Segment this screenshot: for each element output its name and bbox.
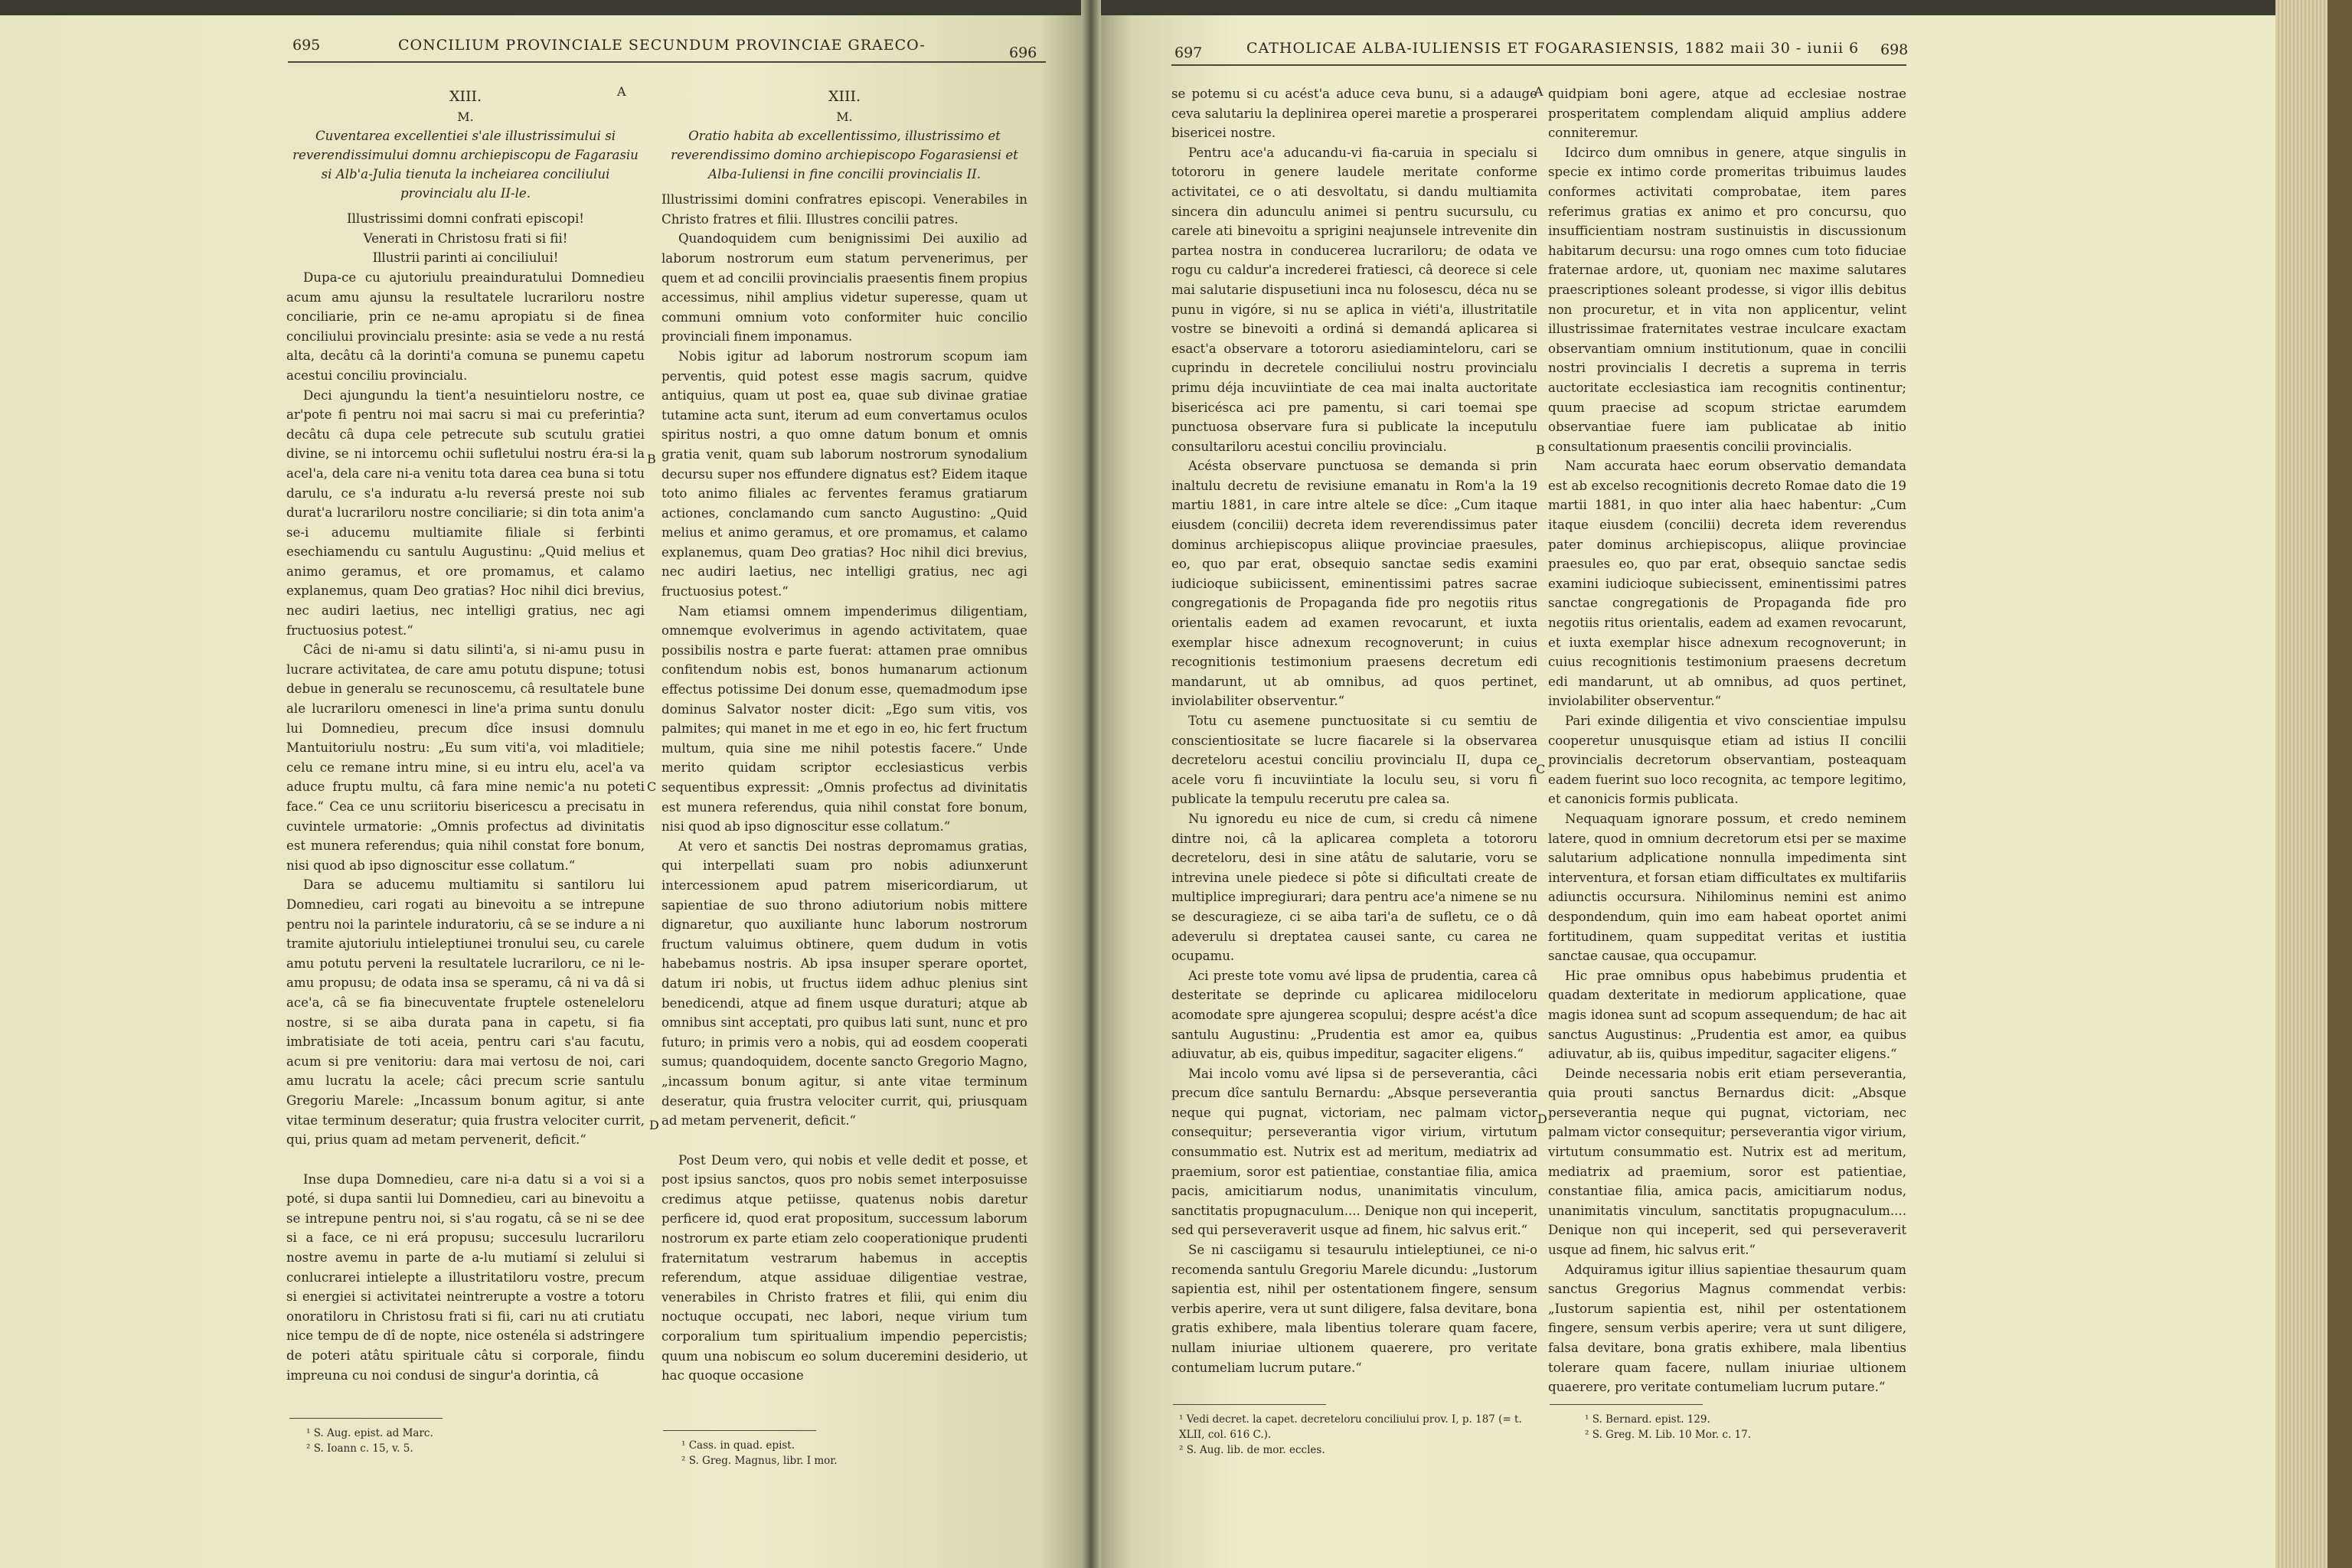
footnotes — [1179, 1412, 1539, 1458]
footnote: ² S. Ioann c. 15, v. 5. — [306, 1442, 413, 1455]
margin-marker: A — [1534, 84, 1544, 99]
section-title: Cuventarea excellentiei s'ale illustrissimului si reverendissimului domnu archiepiscopu de Fagarasiu si Alb'a-Julia tienuta la incheiarea conciliului provincialu alu II-le. — [292, 129, 639, 201]
page-number: 698 — [1880, 41, 1909, 58]
paragraph: Pari exinde diligentia et vivo conscientiae impulsu cooperetur unusquisque etiam ad istius II concilii provincialis decretorum observantiam, posteaquam eadem fuerint suo loco recognita, ac tempore legitimo, et canonicis formis publicata. — [1548, 714, 1906, 807]
margin-marker: B — [647, 452, 656, 466]
salutation: Illustrissimi domini confratres episcopi. Venerabiles in Christo fratres et filii. Illustres concilii patres. — [662, 192, 1027, 227]
page-number: 697 — [1174, 44, 1203, 61]
paragraph: Nu ignoredu eu nice de cum, si credu câ nimene dintre noi, câ la aplicarea completa a totororu decreteloru, desi in sine atâtu de salutarie, voru se intrevina unele piedece si pôte si dificultati create de multiplice impregiurari; dara pentru ace'a nimene se nu se descuragieze, ci se aiba tari'a de sufletu, ce o dâ adeverulu si dreptatea causei sante, cu carea ne ocupamu. — [1171, 811, 1537, 964]
section-number: XIII. — [449, 88, 482, 105]
margin-marker: A — [617, 84, 626, 99]
section-letter: M. — [457, 109, 474, 124]
section-title: Oratio habita ab excellentissimo, illustrissimo et reverendissimo domino archiepiscopo Fogarasiensi et Alba-Iuliensi in fine concilii provincialis II. — [671, 129, 1018, 182]
paragraph: quidpiam boni agere, atque ad ecclesiae nostrae prosperitatem complendam aliquid amplius addere conniteremur. — [1548, 87, 1906, 141]
footnotes — [306, 1426, 628, 1456]
footnote: ¹ S. Aug. epist. ad Marc. — [306, 1427, 433, 1439]
paragraph: Hic prae omnibus opus habebimus prudentia et quadam dexteritate in mediorum applicatione, quae magis idonea sunt ad scopum assequendum; de hac ait sanctus Augustinus: „Prudentia est amor, ea quibus adiuvatur, ab iis, quibus impeditur, sagaciter eligens.“ — [1548, 968, 1906, 1062]
paragraph: Dupa-ce cu ajutoriulu preainduratului Domnedieu acum amu ajunsu la resultatele lucrariloru nostre conciliarie, prin ce ne-amu apropiatu si de finea conciliului provincialu presinte: asia se vede a nu restá alta, decâtu câ la dorinti'a comuna se punemu capetu acestui conciliu provincialu. — [286, 270, 645, 383]
margin-marker: C — [647, 779, 657, 794]
page-number: 695 — [292, 37, 321, 54]
paragraph: Nam accurata haec eorum observatio demandata est ab excelso recognitionis decreto Romae dato die 19 martii 1881, in quo inter alia haec habentur: „Cum itaque eiusdem (concilii) decreta idem reverendus pater dominus archiepiscopus, aliique provinciae praesules eo, quo par erat, obsequio sanctae sedis examini iudicioque subiecissent, eminentissimi patres sanctae congregationis de Propaganda fide pro negotiis ritus orientalis, eadem ad examen revocarunt, et iuxta exemplar hisce adnexum recognoverunt; in cuius recognitionis testimonium praesens decretum edi mandarunt, ut ab omnibus, ad quos pertinet, inviolabiliter observentur.“ — [1548, 459, 1906, 709]
footnote-rule — [663, 1430, 816, 1431]
paragraph: Nam etiamsi omnem impenderimus diligentiam, omnemque evolverimus in agendo activitatem, quae possibilis nostra e parte fuerat: attamen prae omnibus confitendum nobis est, bonos humanarum actionum effectus potissime Dei donum esse, quemadmodum ipse dominus Salvator noster dicit: „Ego sum vitis, vos palmites; qui manet in me et ego in eo, hic fert fructum multum, quia sine me nihil potestis facere.“ Unde merito quidam scriptor ecclesiasticus verbis sequentibus expressit: „Omnis profectus ad divinitatis est munera referendus, quia nihil constat fore bonum, nisi quod ab ipso dignoscitur esse collatum.“ — [662, 603, 1027, 835]
footnotes — [1585, 1412, 1906, 1442]
footnotes — [681, 1438, 1011, 1468]
paragraph: Dara se aducemu multiamitu si santiloru lui Domnedieu, cari rogati au binevoitu a se intrepune pentru noi la parintele induratoriu, câ se se indure a ni tramite ajutoriulu intieleptiunei tronului seu, cu carele amu potutu perveni la resultatele lucrariloru, ce ni le-amu propusu; de odata insa se speramu, câ ni va dâ si ace'a, câ se fia binecuventate fruptele ostenelelоru nostre, si se aiba durata pana in capetu, si fia imbratisiate de toti aceia, pentru cari s'au facutu, acum si pre venitoriu: dara mai vertosu de noi, cari amu lucratu la acele; câci precum scrie santulu Gregoriu Marele: „Incassum bonum agitur, si ante vitae terminum deseratur; quia frustra velociter currit, qui, prius quam ad metam pervenerit, deficit.“ — [286, 877, 645, 1148]
book-gutter — [1081, 0, 1101, 1568]
paragraph: Inse dupa Domnedieu, care ni-a datu si a voi si a poté, si dupa santii lui Domnedieu, cari au binevoitu a se intrepune pentru noi, si s'au rogatu, câ se ni se dee si a face, ce ni erá propusu; succesulu lucrariloru nostre avemu in parte de a-lu mutiamí si zelului si conlucrarei intielepte a illustritatiloru vostre, precum si energiei si activitatei neintrerupte a vostre a totoru onoratiloru in Christosu frati si fii, cari nu ati crutiatu nice tempu de dî de nopte, nice ostenéla si adstringere de poteri atâtu spirituale câtu si corporale, fiindu impreuna cu noi condusi de singur'a dorintia, câ — [286, 1171, 645, 1383]
header-rule — [1171, 64, 1906, 66]
salutation-line: Illustrii parinti ai conciliului! — [372, 250, 559, 266]
paragraph: At vero et sanctis Dei nostras depromamus gratias, qui interpellati suam pro nobis adiunxerunt intercessionem apud patrem misericordiarum, ut sapientiae de suo throno adiutorium nobis mittere dignaretur, quo auxiliante hunc laborum nostrorum fructum valuimus obtinere, quem dudum in votis habebamus nostris. Ab ipsa insuper sperare oportet, datum iri nobis, ut fructus iidem adhuc plenius sint benedicendi, atque ad finem usque duraturi; atque ab omnibus sint acceptati, pro quibus lati sunt, nunc et pro futuro; in primis vero a nobis, qui ad eosdem cooperati sumus; quandoquidem, docente sancto Gregorio Magno, „incassum bonum agitur, si ante vitae terminum deseratur, quia frustra velociter currit, qui, priusquam ad metam pervenerit, deficit.“ — [662, 838, 1027, 1129]
footnote: ² S. Greg. Magnus, libr. I mor. — [681, 1455, 838, 1467]
paragraph: Nobis igitur ad laborum nostrorum scopum iam perventis, quid potest esse magis sacrum, quidve antiquius, quam ut post ea, quae sub divinae gratiae tutamine acta sunt, iterum ad eum convertamus oculos spiritus nostri, a quo omne datum bonum et omnis gratia venit, quam sub laborum nostrorum synodalium decursu super nos effundere dignatus est? Eidem itaque toto animo filiales ac ferventes feramus gratiarum actiones, conclamando cum sancto Augustino: „Quid melius et animo geramus, et ore promamus, et calamo explanemus, quam Deo gratias? Hoc nihil dici brevius, nec audiri laetius, nec intelligi gratius, nec agi fructuosius potest.“ — [662, 348, 1027, 599]
footnote: ¹ S. Bernard. epist. 129. — [1585, 1413, 1710, 1426]
footnote-rule — [1173, 1404, 1326, 1405]
header-rule — [288, 61, 1046, 63]
margin-marker: D — [1537, 1112, 1547, 1126]
margin-marker: C — [1536, 762, 1546, 776]
page-number: 696 — [1009, 44, 1037, 61]
column-romanian — [1171, 84, 1537, 1377]
footnote-rule — [1550, 1404, 1703, 1405]
paragraph: Deinde necessaria nobis erit etiam perseverantia, quia prouti sanctus Bernardus dicit: „Absque perseverantia neque qui pugnat, victoriam, nec palmam victor consequitur; perseverantia vigor virium, virtutum consummatio est. Nutrix est ad meritum, mediatrix ad praemium, soror est patientiae, constantiae filia, amica pacis, amicitiarum nodus, unanimitatis vinculum, sanctitatis propugnaculum.... Denique non qui inceperit, sed qui perseveraverit usque ad finem, hic salvus erit.“ — [1548, 1066, 1906, 1258]
running-head: CONCILIUM PROVINCIALE SECUNDUM PROVINCIAE GRAECO- — [398, 37, 926, 54]
paragraph: Pentru ace'a aducandu-vi fia-caruia in specialu si totororu in genere laudele meritate conforme activitatei, ce o ati desvoltatu, si dandu multiamita sincera din adunculu animei si pentru sucursulu, cu carele ati binevoitu a sprigini neajunsele intrevenite din partea nostra in conducerea lucrariloru; de odata ve rogu cu caldur'a increderei fratiesci, câ deorece si cele mai salutarie dispusetiuni inca nu folosescu, déca nu se punu in vigóre, si nu se aplica in viéti'a, illustritatile vostre se binevoiti a ordiná si demandá aplicarea si esact'a observare a totororu asiediaminteloru, cari se cuprindu in decretele conciliului nostru provincialu primu déja incuviintiate de cea mai inalta auctoritate bisericésca aci pre pamentu, si cari toemai spe punctuosa observare fura si publicate la inceputulu consultariloru acestui conciliu provincialu. — [1171, 145, 1537, 454]
column-latin — [662, 83, 1027, 1386]
footnote: ¹ Cass. in quad. epist. — [681, 1439, 795, 1452]
salutation-line: Illustrissimi domni confrati episcopi! — [347, 211, 584, 227]
column-latin — [1548, 84, 1906, 1397]
paragraph: Idcirco dum omnibus in genere, atque singulis in specie ex intimo corde promeritas tribuimus laudes conformes activitati comprobatae, item pares referimus gratias ex animo et pro concursu, quo insufficientiam nostram sustinuistis in discussionum habitarum decursu: una rogo omnes cum toto fiduciae fraternae ardore, ut, quoniam nec maxime salutares praescriptiones soleant prodesse, si vigor illis debitus non procuretur, et in vita non applicentur, velint illustrissimae fraternitates vestrae inculcare exactam observantiam omnium institutionum, quae in concilii nostri provincialis I decretis a suprema in terris auctoritate ecclesiastica iam recognitis continentur; quum praecise ad scopum strictae earumdem observantiae fuere iam publicatae ab initio consultationum praesentis concilii provincialis. — [1548, 145, 1906, 454]
footnote: ² S. Greg. M. Lib. 10 Mor. c. 17. — [1585, 1429, 1752, 1441]
paragraph: Deci ajungundu la tient'a nesuintieloru nostre, ce ar'pote fi pentru noi mai sacru si mai cu preferintia? decâtu câ dupa cele petrecute sub scutulu gratiei divine, se ni intorcemu ochii sufletului nostru éra-si la acel'a, dela care ni-a venitu tota darea cea buna si totu darulu, ce s'a induratu a-lu reversá preste noi sub durat'a lucrariloru nostre conciliarie; si din tota anim'a se-i aducemu multiamite filiale si ferbinti esechiamendu cu santulu Augustinu: „Quid melius et animo geramus, et ore promamus, et calamo explanemus, quam Deo gratias? Hoc nihil dici brevius, nec audiri laetius, nec intelligi gratius, nec agi fructuosius potest.“ — [286, 387, 645, 638]
paragraph: Câci de ni-amu si datu silinti'a, si ni-amu pusu in lucrare activitatea, de care amu potutu dispune; totusi debue in generalu se recunoscemu, câ resultatele bune ale lucrariloru omenesci in line'a prima suntu donulu lui Domnedieu, precum dîce insusi domnulu Mantuitoriulu nostru: „Eu sum viti'a, voi mladitiele; celu ce remane intru mine, si eu intru elu, acel'a va aduce fruptu multu, câ fara mine nemic'a nu poteti face.“ Cea ce unu scriitoriu bisericescu a precisatu in cuvintele urmatorie: „Omnis profectus ad divinitatis est munera referendus; quia nihil constat fore bonum, nisi quod ab ipso dignoscitur esse collatum.“ — [286, 642, 645, 873]
paragraph: Se ni casciigamu si tesaurulu intieleptiunei, ce ni-o recomenda santulu Gregoriu Marele dicundu: „Iustorum sapientia est, nihil per ostentationem fingere, sensum verbis aperire, vera ut sunt diligere, falsa devitare, bona gratis exhibere, mala libentius tolerare quam facere, nullam iniuriae ultionem quaerere, pro veritate contumeliam lucrum putare.“ — [1171, 1243, 1537, 1375]
section-letter: M. — [836, 109, 853, 124]
paragraph: Totu cu asemene punctuositate si cu semtiu de conscientiositate se lucre fiacarele si la observarea decreteloru acestui conciliu provincialu II, dupa ce acele voru fi incuviintiate la loculu seu, si voru fi publicate la tempulu recerutu pre calea sa. — [1171, 714, 1537, 807]
paragraph: Acésta observare punctuosa se demanda si prin inaltulu decretu de revisiune emanatu in Rom'a la 19 martiu 1881, in care intre altele se dîce: „Cum itaque eiusdem (concilii) decreta idem reverendissimus pater dominus archiepiscopus aliique provinciae praesules, eo, quo par erat, obsequio sanctae sedis examini iudicioque subiicissent, eminentissimi patres sacrae congregationis de Propaganda fide pro negotiis ritus orientalis eadem ad examen revocarunt, et iuxta exemplar hisce adnexum recognoverunt; in cuius recognitionis testimonium praesens decretum edi mandarunt, ut ab omnibus, ad quos pertinet, inviolabiliter observentur.“ — [1171, 459, 1537, 709]
paragraph: Aci preste tote vomu avé lipsa de prudentia, carea câ desteritate se deprinde cu aplicarea midiloceloru acomodate spre ajungerea scopului; despre acést'a dîce santulu Augustinu: „Prudentia est amor ea, quibus adiuvatur, ab eis, quibus impeditur, sagaciter eligens.“ — [1171, 968, 1537, 1062]
footnote-rule — [289, 1418, 443, 1419]
section-number: XIII. — [828, 88, 861, 105]
margin-marker: D — [649, 1118, 659, 1132]
paragraph: Adquiramus igitur illius sapientiae thesaurum quam sanctus Gregorius Magnus commendat verbis: „Iustorum sapientia est, nihil per ostentationem fingere, sensum verbis aperire; vera ut sunt diligere, falsa devitare, bona gratis exhibere, mala libentius tolerare quam facere, nullam iniuriae ultionem quaerere, pro veritate contumeliam lucrum putare.“ — [1548, 1262, 1906, 1395]
paragraph: Quandoquidem cum benignissimi Dei auxilio ad laborum nostrorum eum statum pervenerimus, per quem et ad concilii provincialis praesentis finem propius accessimus, nihil amplius videtur superesse, quam ut communi omnium voto conformiter huic concilio provinciali finem imponamus. — [662, 231, 1027, 345]
footnote: ² S. Aug. lib. de mor. eccles. — [1179, 1444, 1325, 1456]
paragraph: se potemu si cu acést'a aduce ceva bunu, si a adauge ceva salutariu la deplinirea operei maretie a prosperarei bisericei nostre. — [1171, 87, 1537, 141]
salutation-line: Venerati in Christosu frati si fii! — [363, 230, 568, 246]
footnote: ¹ Vedi decret. la capet. decreteloru conciliului prov. I, p. 187 (= t. XLII, col. 616 C.). — [1179, 1413, 1522, 1441]
paragraph: Post Deum vero, qui nobis et velle dedit et posse, et post ipsius sanctos, quos pro nobis semet interposuisse credimus atque petiisse, quatenus nobis daretur perficere id, quod erat propositum, successum laborum nostrorum ex parte etiam zelo cooperationique prudenti fraternitatum vestrarum habemus in acceptis referendum, atque assiduae diligentiae vestrae, venerabiles in Christo fratres et filii, qui enim diu noctuque occupati, nec labori, neque virium tum corporalium tum spiritualium impendio pepercistis; quum una nobiscum eo solum duceremini desiderio, ut hac quoque occasione — [662, 1152, 1027, 1383]
running-head: CATHOLICAE ALBA-IULIENSIS ET FOGARASIENSIS, 1882 maii 30 - iunii 6 — [1246, 40, 1860, 57]
column-romanian — [286, 83, 645, 1385]
paragraph: Mai incolo vomu avé lipsa si de perseverantia, câci precum dîce santulu Bernardu: „Absque perseverantia neque qui pugnat, victoriam, nec palmam victor consequitur; perseverantia vigor virium, virtutum consummatio est. Nutrix est ad meritum, mediatrix ad praemium, soror est patientiae, constantiae filia, amica pacis, amicitiarum nodus, unanimitatis vinculum, sanctitatis propugnaculum.... Denique non qui inceperit, sed qui perseveraverit usque ad finem, hic salvus erit.“ — [1171, 1066, 1537, 1238]
margin-marker: B — [1536, 443, 1545, 457]
paragraph: Nequaquam ignorare possum, et credo neminem latere, quod in omnium decretorum etsi per se maxime salutarium adplicatione nonnulla impedimenta sint interventura, et forsan etiam difficultates ex multifariis adiunctis occursura. Nihilominus nemini est animo despondendum, quin imo eam habeat oportet animi fortitudinem, quam suppeditat veritas et iustitia sanctae causae, qua occupamur. — [1548, 811, 1906, 964]
book-cover-edge — [2328, 0, 2352, 1568]
